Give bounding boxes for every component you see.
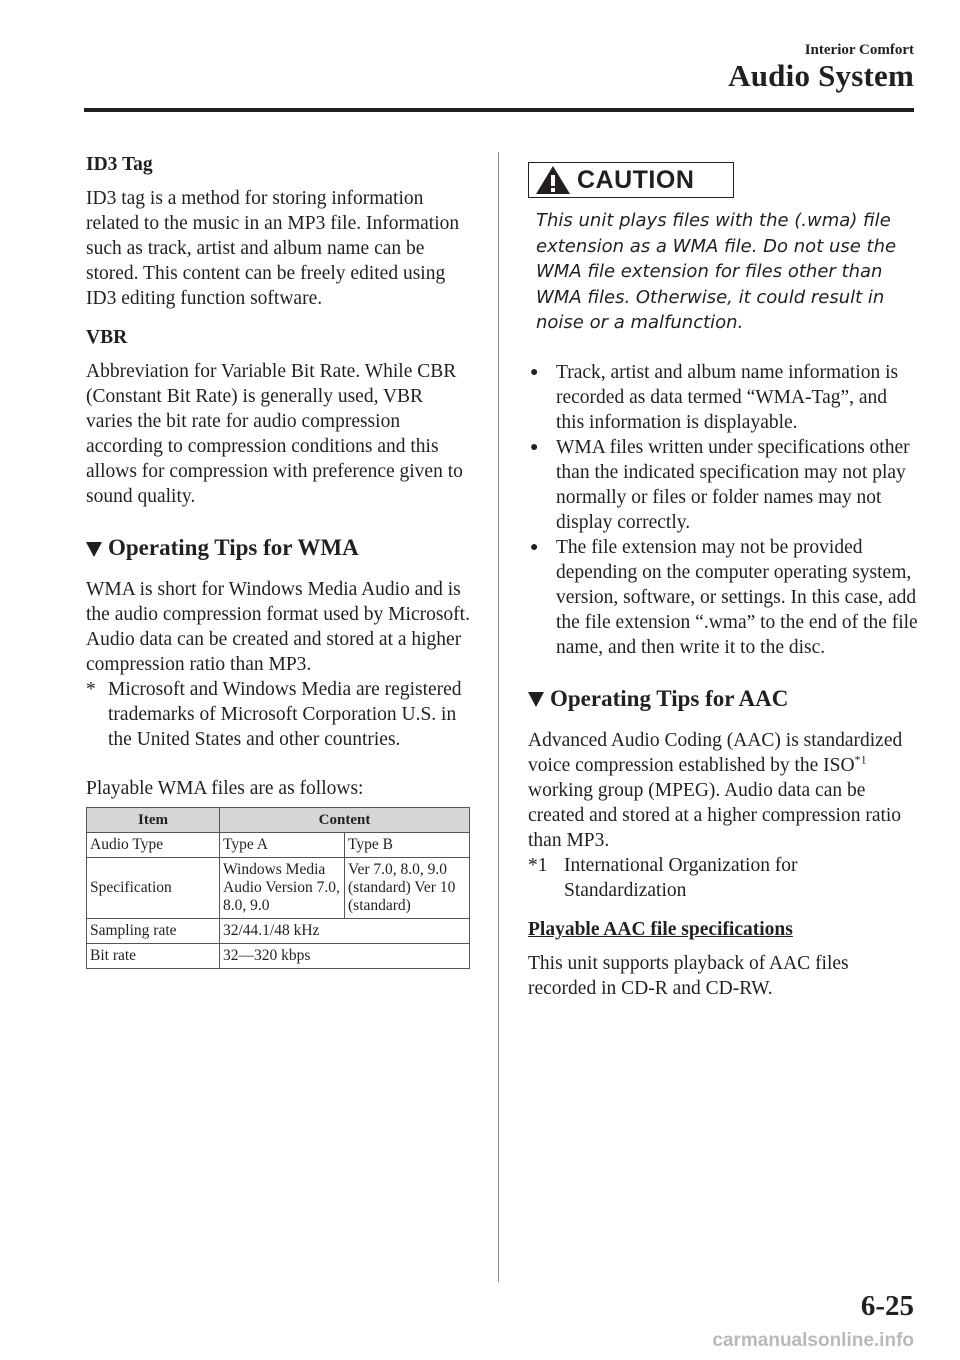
- aac-intro-text: [528, 728, 918, 853]
- table-cell: Windows Media Audio Version 7.0, 8.0, 9.0: [220, 858, 345, 919]
- section-triangle-icon: [528, 692, 544, 707]
- table-row: [87, 833, 470, 858]
- iso-note-text: International Organization for Standardization: [564, 854, 798, 901]
- bullet-text: WMA files written under specifications other than the indicated specification may not play normally or files or folder names may not display correctly.: [556, 436, 910, 533]
- watermark: carmanualsonline.info: [712, 1330, 914, 1351]
- id3-heading: ID3 Tag: [86, 154, 153, 175]
- warning-triangle-icon: [535, 165, 571, 195]
- caution-label: CAUTION: [577, 165, 695, 194]
- table-cell: Specification: [87, 858, 220, 919]
- playable-wma-intro: Playable WMA files are as follows:: [86, 778, 364, 799]
- aac-spec-text: This unit supports playback of AAC files recorded in CD-R and CD-RW.: [528, 952, 849, 999]
- wma-spec-table: [86, 807, 470, 969]
- bullet-dot-icon: ●: [530, 539, 539, 555]
- table-cell: Type B: [345, 833, 470, 858]
- table-row: [87, 858, 470, 919]
- vbr-text: Abbreviation for Variable Bit Rate. While CBR (Constant Bit Rate) is generally used, VBR varies the bit rate for audio compression according to compression conditions and this allows for compression with preference given to sound quality.: [86, 361, 463, 507]
- aac-intro-part1: Advanced Audio Coding (AAC) is standardized voice compression established by the ISO: [528, 729, 903, 776]
- section-triangle-icon: [86, 542, 102, 557]
- bullet-dot-icon: ●: [530, 364, 539, 380]
- left-column: [86, 152, 470, 969]
- id3-text: ID3 tag is a method for storing information related to the music in an MP3 file. Information such as track, artist and album name can be stored. This content can be freely edited using ID3 editing function software.: [86, 188, 460, 309]
- caution-text: This unit plays files with the (.wma) file extension as a WMA file. Do not use the WMA file extension for files other than WMA files. Otherwise, it could result in noise or a malfunction.: [536, 210, 897, 333]
- iso-note: [528, 853, 918, 903]
- note-asterisk: *: [86, 679, 96, 700]
- table-cell: Type A: [220, 833, 345, 858]
- trademark-note-text: Microsoft and Windows Media are registered trademarks of Microsoft Corporation U.S. in the United States and other countries.: [108, 679, 462, 750]
- list-item: [528, 535, 918, 660]
- aac-heading-text: Operating Tips for AAC: [550, 685, 789, 711]
- header-rule: [84, 108, 914, 112]
- aac-intro-part2: working group (MPEG). Audio data can be created and stored at a higher compression ratio than MP3.: [528, 779, 902, 851]
- wma-intro-text: WMA is short for Windows Media Audio and is the audio compression format used by Microsoft.: [86, 579, 470, 625]
- page-number: 6-25: [860, 1290, 914, 1322]
- aac-spec-heading: Playable AAC file specifications: [528, 918, 793, 940]
- list-item: [528, 435, 918, 535]
- caution-box: [528, 162, 734, 198]
- table-header-item: Item: [87, 808, 220, 833]
- table-cell: Sampling rate: [87, 919, 220, 944]
- table-row: [87, 919, 470, 944]
- bullet-text: Track, artist and album name information is recorded as data termed “WMA-Tag”, and this information is displayable.: [556, 361, 899, 433]
- note-asterisk: *1: [528, 854, 548, 876]
- table-cell: Ver 7.0, 8.0, 9.0 (standard) Ver 10 (standard): [345, 858, 470, 919]
- bullet-text: The file extension may not be provided depending on the computer operating system, version, software, or settings. In this case, add the file extension “.wma” to the end of the file name, and then write it to the disc.: [556, 536, 918, 658]
- right-column: [528, 162, 918, 1001]
- table-cell: Bit rate: [87, 944, 220, 969]
- wma-heading-text: Operating Tips for WMA: [108, 535, 359, 560]
- table-cell: Audio Type: [87, 833, 220, 858]
- vbr-heading: VBR: [86, 327, 128, 348]
- table-cell: 32―320 kbps: [220, 944, 470, 969]
- chapter-label: Interior Comfort: [804, 42, 914, 58]
- bullet-dot-icon: ●: [530, 439, 539, 455]
- list-item: [528, 360, 918, 435]
- table-row: [87, 944, 470, 969]
- table-header-content: Content: [220, 808, 470, 833]
- page-title: Audio System: [728, 58, 914, 93]
- table-header-row: [87, 808, 470, 833]
- aac-section-heading: [528, 684, 918, 714]
- trademark-note: [86, 677, 470, 752]
- table-cell: 32/44.1/48 kHz: [220, 919, 470, 944]
- wma-section-heading: [86, 533, 470, 563]
- footnote-ref: *1: [854, 752, 867, 766]
- wma-compression-text: Audio data can be created and stored at a higher compression ratio than MP3.: [86, 629, 462, 675]
- column-divider: [498, 152, 499, 1282]
